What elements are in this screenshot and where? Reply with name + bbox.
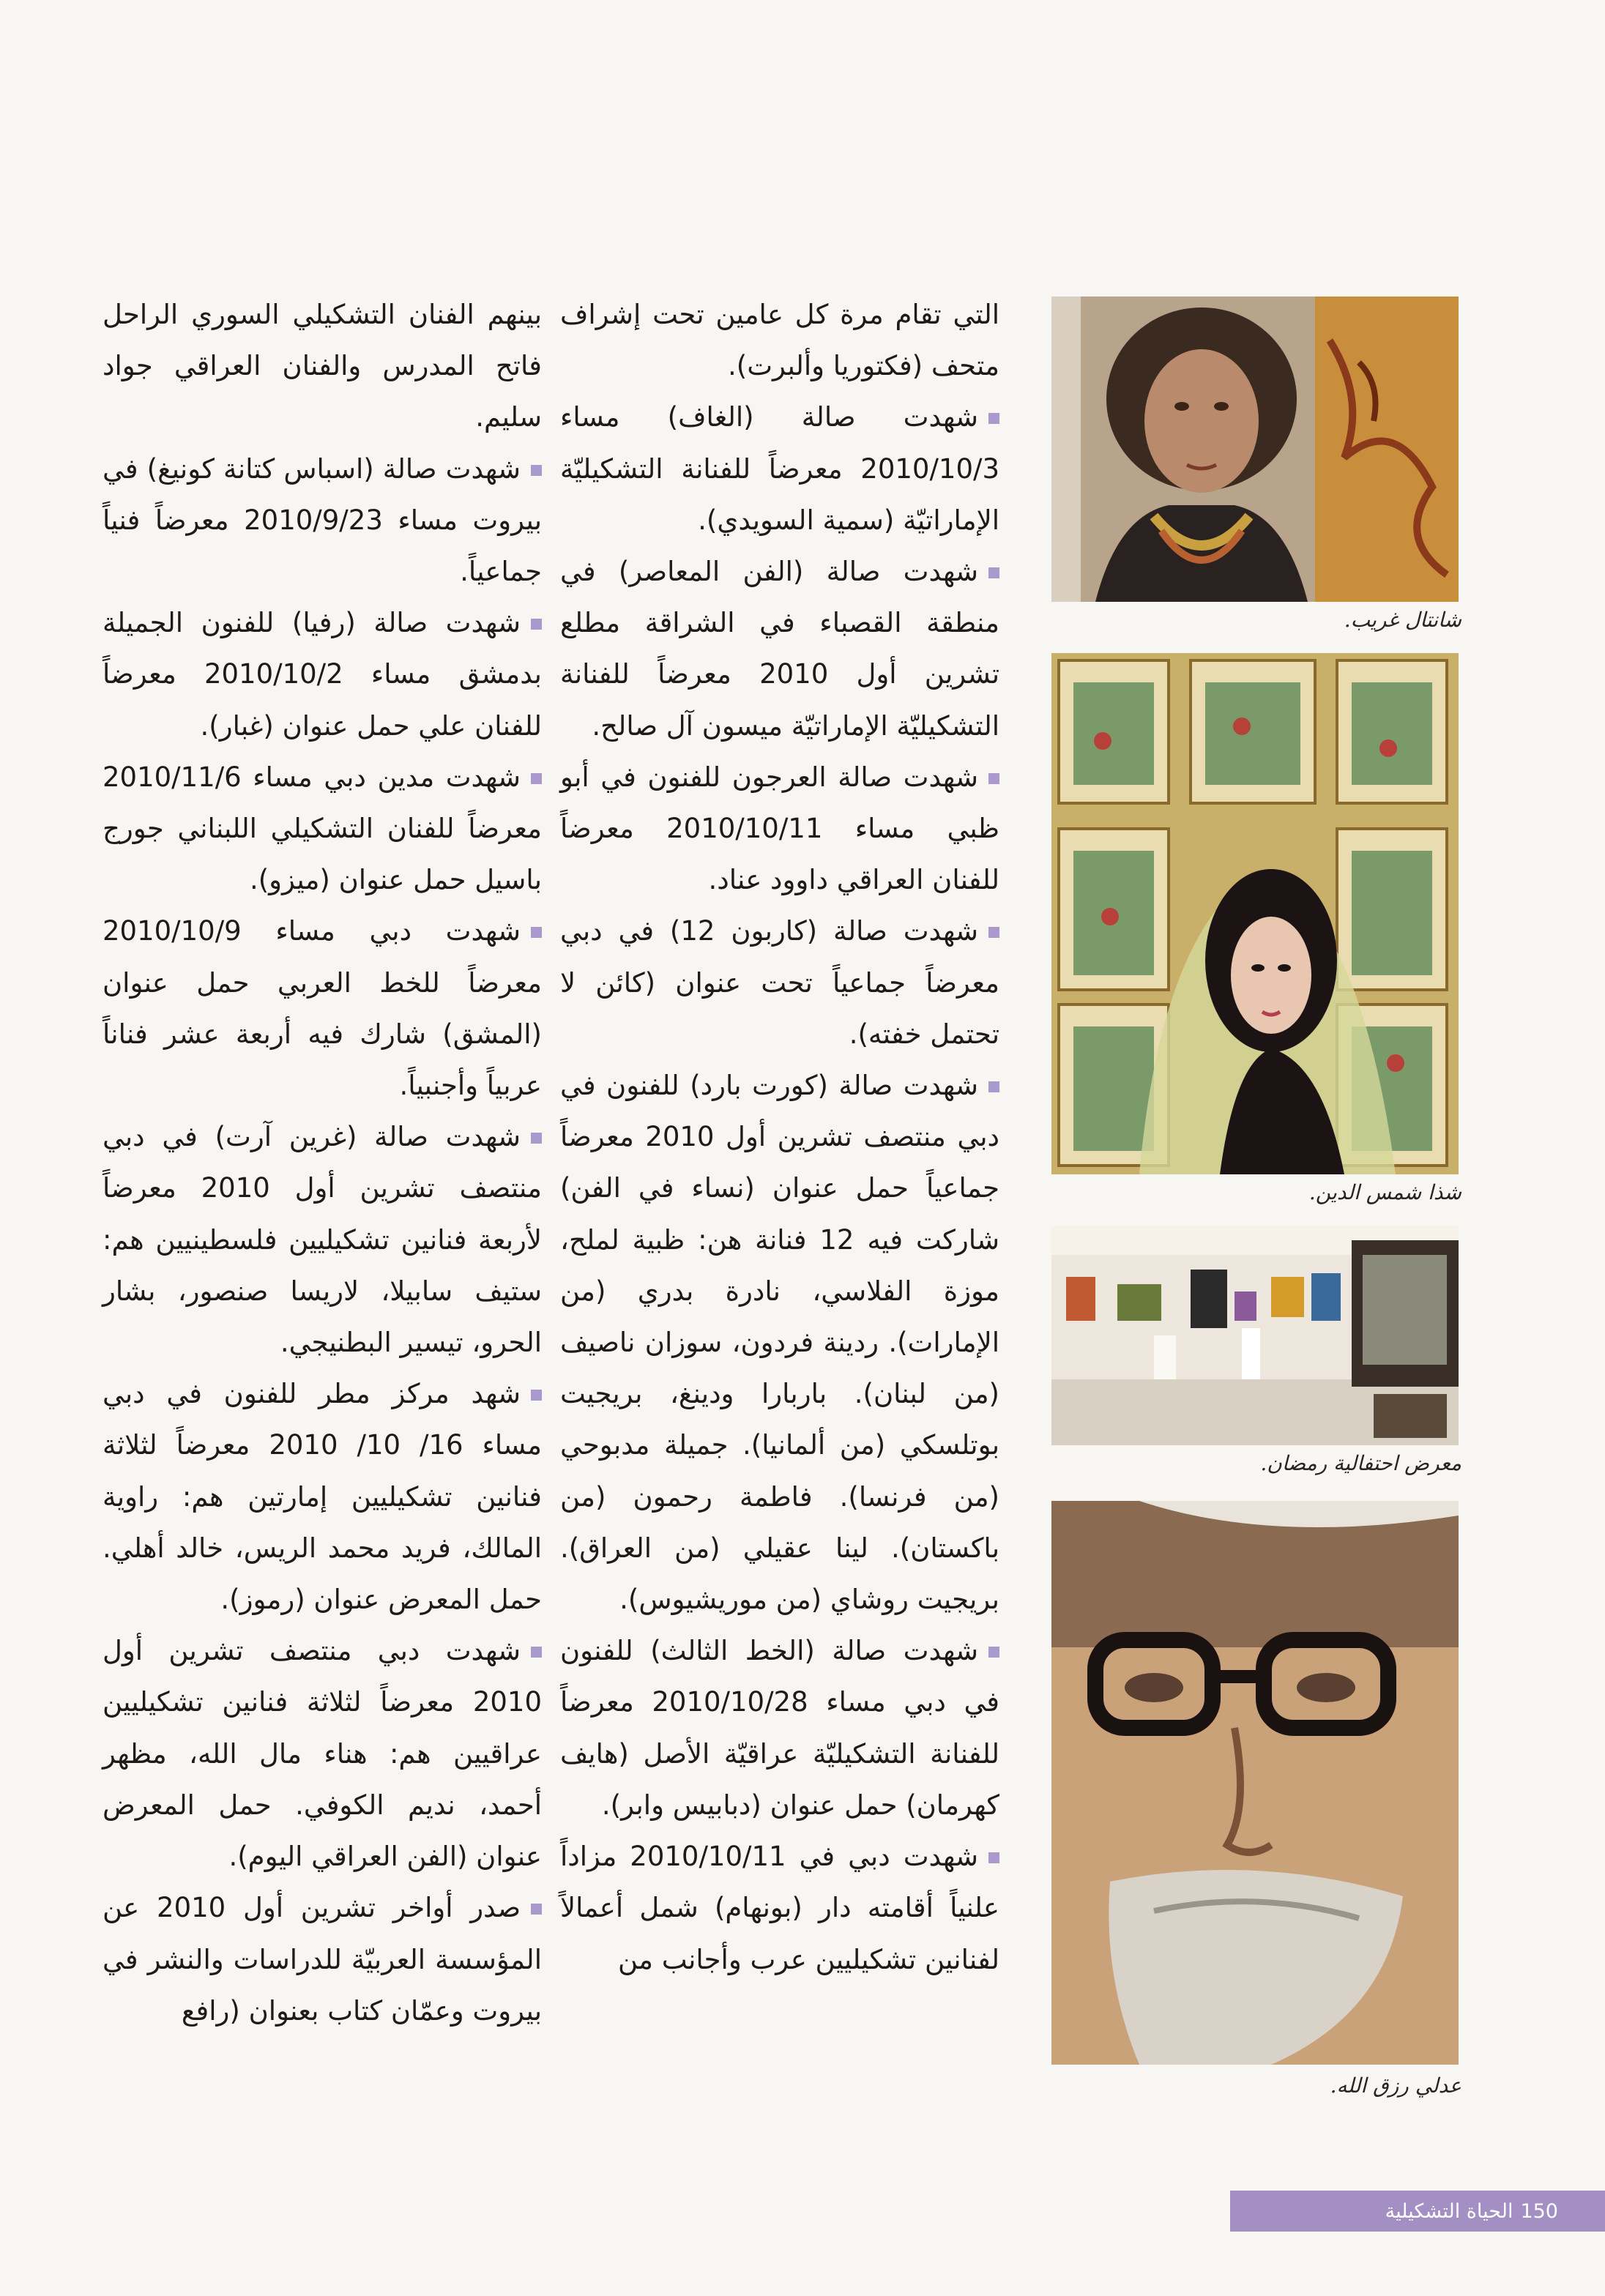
paragraph xyxy=(560,1831,999,1986)
paragraph xyxy=(560,906,999,1060)
paragraph xyxy=(103,752,542,906)
paragraph xyxy=(103,906,542,1111)
paragraph-text: شهدت صالة (غرين آرت) في دبي منتصف تشرين أول 2010 معرضاً لأربعة فنانين تشكيليين فلسطينيين هم: ستيف سابيلا، لاريسا صنصور، بشار الحرو، تيسير البطنيجي. xyxy=(103,1121,542,1359)
paragraph-text: شهدت صالة (الغاف) مساء 2010/10/3 معرضاً للفنانة التشكيليّة الإماراتيّة (سمية السويدي). xyxy=(560,401,999,536)
paragraph xyxy=(103,1882,542,2037)
paragraph-text: شهد مركز مطر للفنون في دبي مساء 16/ 10/ 2010 معرضاً لثلاثة فنانين تشكيليين إمارتين هم: راوية المالك، فريد محمد الريس، خالد أهلي. حمل المعرض عنوان (رموز). xyxy=(103,1378,542,1616)
paragraph-text: شهدت صالة (كورت بارد) للفنون في دبي منتصف تشرين أول 2010 معرضاً جماعياً حمل عنوان (نساء في الفن) شاركت فيه 12 فنانة هن: ظبية لملح، موزة الفلاسي، نادرة بدري (من الإمارات). ردينة فردون، سوزان ناصيف (من لبنان). باربارا ودينغ، بريجيت بوتلسكي (من ألمانيا). جميلة مدبوحي (من فرنسا). فاطمة رحمون (من باكستان). لينا عقيلي (من العراق). بريجيت روشاي (من موريشيوس). xyxy=(560,1070,999,1616)
bullet-square-icon xyxy=(988,413,999,424)
paragraph-text: شهدت صالة (اسباس كتانة كونيغ) في بيروت مساء 2010/9/23 معرضاً فنياً جماعياً. xyxy=(103,452,542,588)
bullet-square-icon xyxy=(988,1647,999,1658)
paragraph-text: شهدت صالة (الخط الثالث) للفنون في دبي مساء 2010/10/28 معرضاً للفنانة التشكيليّة عراقيّة الأصل (هايف كهرمان) حمل عنوان (دبابيس وابر). xyxy=(560,1635,999,1821)
paragraph xyxy=(103,444,542,598)
bullet-square-icon xyxy=(531,1904,542,1915)
article-column-left xyxy=(103,289,542,2037)
paragraph-text: شهدت صالة (رفيا) للفنون الجميلة بدمشق مساء 2010/10/2 معرضاً للفنان علي حمل عنوان (غبار). xyxy=(103,607,542,742)
paragraph-text: شهدت مدين دبي مساء 2010/11/6 معرضاً للفنان التشكيلي اللبناني جورج باسيل حمل عنوان (ميزو). xyxy=(103,761,542,896)
paragraph-text: صدر أواخر تشرين أول 2010 عن المؤسسة العربيّة للدراسات والنشر في بيروت وعمّان كتاب بعنوان (رافع xyxy=(103,1892,542,2027)
bullet-square-icon xyxy=(988,773,999,784)
bullet-square-icon xyxy=(531,1133,542,1144)
paragraph-text: شهدت دبي في 2010/10/11 مزاداً علنياً أقامته دار (بونهام) شمل أعمالاً لفنانين تشكيليين عرب وأجانب من xyxy=(560,1841,999,1975)
page-number: 150 xyxy=(1520,2199,1558,2223)
magazine-name: الحياة التشكيلية xyxy=(1385,2199,1513,2223)
paragraph-text: شهدت دبي منتصف تشرين أول 2010 معرضاً لثلاثة فنانين تشكيليين عراقيين هم: هناء مال الله، مظهر أحمد، نديم الكوفي. حمل المعرض عنوان (الفن العراقي اليوم). xyxy=(103,1635,542,1873)
paragraph xyxy=(560,289,999,392)
paragraph-text: شهدت صالة (الفن المعاصر) في منطقة القصباء في الشراقة مطلع تشرين أول 2010 معرضاً للفنانة التشكيليّة الإماراتيّة ميسون آل صالح. xyxy=(560,556,999,742)
bullet-square-icon xyxy=(531,1390,542,1401)
photo-chantal-gharib xyxy=(1051,297,1459,602)
caption-photo-1: شانتال غريب. xyxy=(1344,608,1461,632)
bullet-square-icon xyxy=(531,927,542,938)
paragraph xyxy=(103,1111,542,1368)
paragraph xyxy=(560,1625,999,1831)
bullet-square-icon xyxy=(531,773,542,784)
paragraph xyxy=(103,1625,542,1882)
bullet-square-icon xyxy=(531,1647,542,1658)
paragraph xyxy=(560,752,999,906)
article-column-center xyxy=(560,289,999,1986)
caption-photo-4: عدلي رزق الله. xyxy=(1330,2073,1461,2098)
paragraph xyxy=(103,597,542,752)
paragraph-text: شهدت صالة العرجون للفنون في أبو ظبي مساء 2010/10/11 معرضاً للفنان العراقي داوود عناد. xyxy=(560,761,999,896)
paragraph-text: التي تقام مرة كل عامين تحت إشراف متحف (فكتوريا وألبرت). xyxy=(560,299,999,382)
paragraph xyxy=(560,546,999,752)
photo-ramadan-exhibition xyxy=(1051,1226,1459,1445)
caption-photo-3: معرض احتفالية رمضان. xyxy=(1260,1451,1461,1475)
paragraph-text: شهدت صالة (كاربون 12) في دبي معرضاً جماعياً تحت عنوان (كائن لا تحتمل خفته). xyxy=(560,915,999,1050)
photo-adly-rizkallah xyxy=(1051,1501,1459,2065)
paragraph xyxy=(560,1060,999,1625)
paragraph-text: بينهم الفنان التشكيلي السوري الراحل فاتح المدرس والفنان العراقي جواد سليم. xyxy=(103,299,542,433)
bullet-square-icon xyxy=(988,1081,999,1092)
paragraph-text: شهدت دبي مساء 2010/10/9 معرضاً للخط العربي حمل عنوان (المشق) شارك فيه أربعة عشر فناناً عربياً وأجنبياً. xyxy=(103,915,542,1102)
paragraph xyxy=(103,289,542,444)
caption-photo-2: شذا شمس الدين. xyxy=(1308,1180,1461,1204)
bullet-square-icon xyxy=(988,1852,999,1863)
paragraph xyxy=(560,392,999,546)
page-footer xyxy=(1230,2191,1605,2232)
bullet-square-icon xyxy=(531,619,542,630)
bullet-square-icon xyxy=(531,465,542,476)
paragraph xyxy=(103,1368,542,1625)
bullet-square-icon xyxy=(988,927,999,938)
bullet-square-icon xyxy=(988,567,999,578)
photo-shatha-shams-eldin xyxy=(1051,653,1459,1174)
